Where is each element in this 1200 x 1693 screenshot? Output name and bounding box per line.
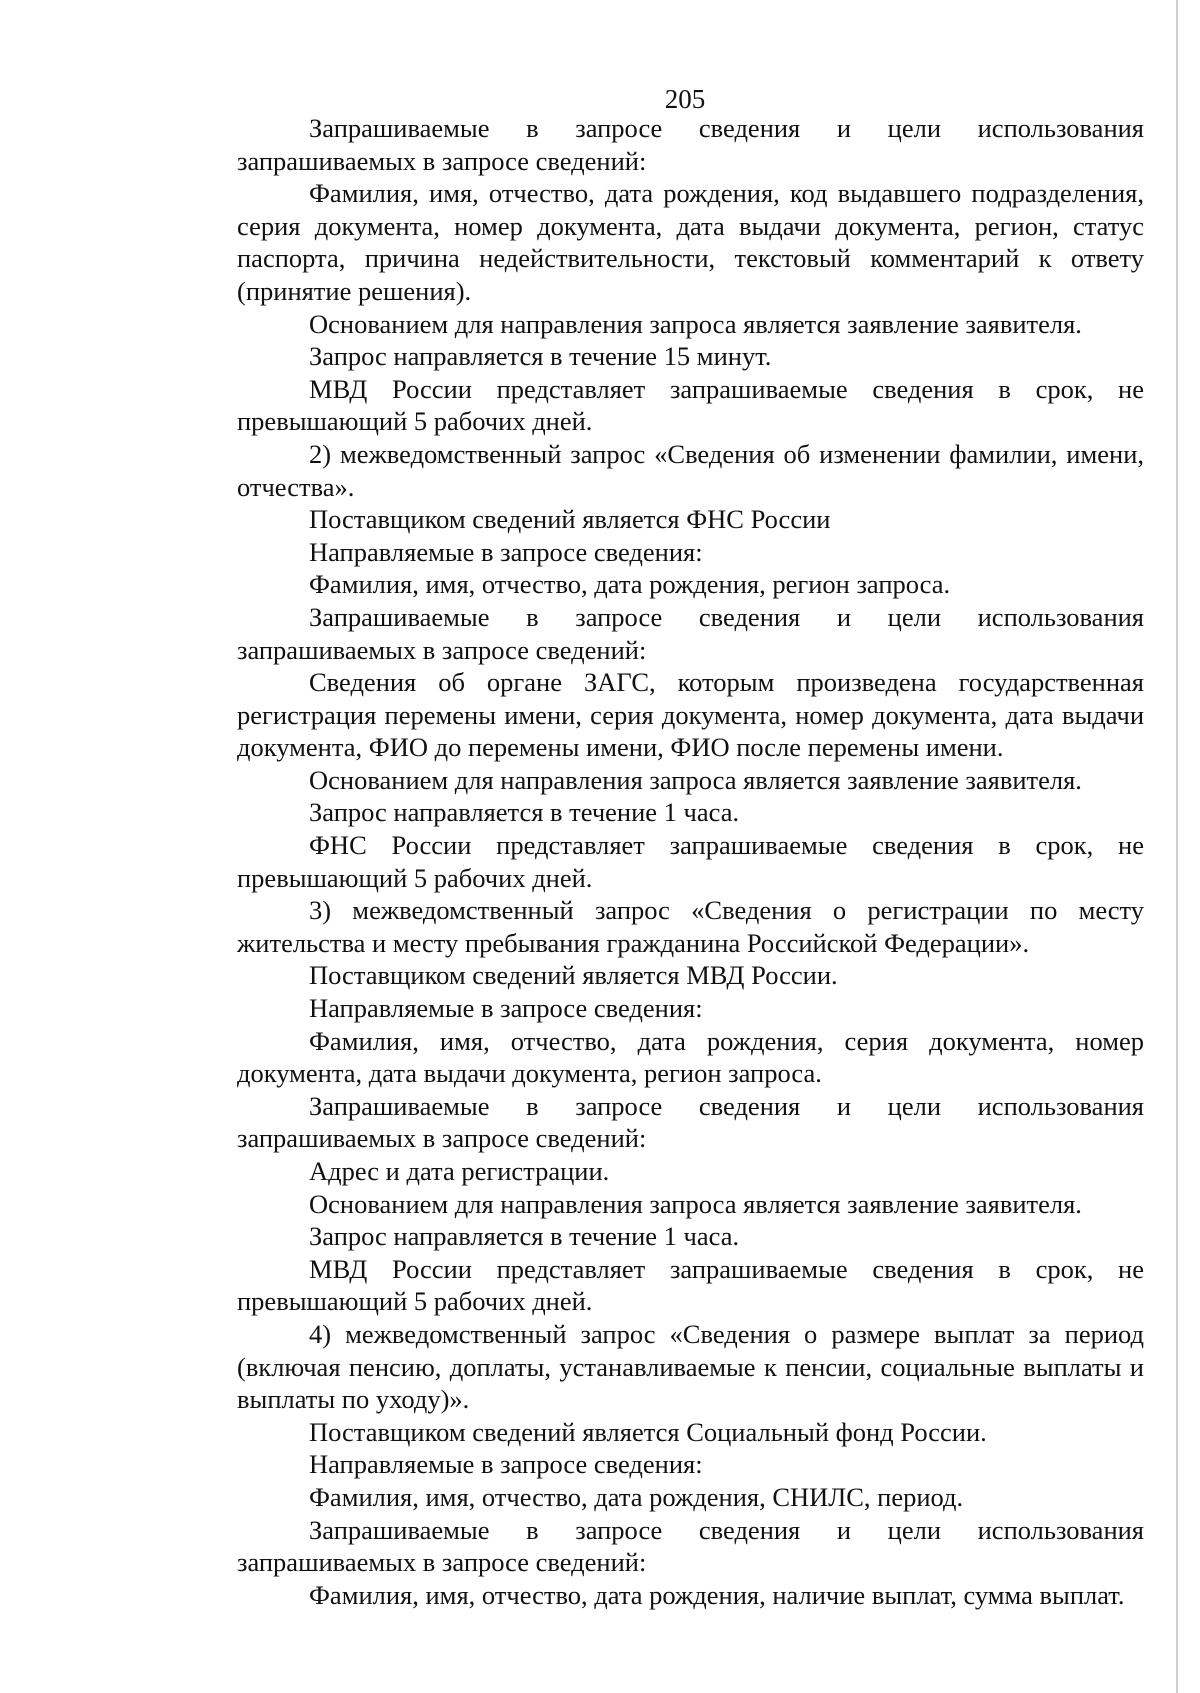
paragraph: Фамилия, имя, отчество, дата рождения, серия документа, номер документа, дата выдачи документа, регион запроса.: [237, 1025, 1144, 1089]
paragraph: 4) межведомственный запрос «Сведения о размере выплат за период (включая пенсию, доплаты, устанавливаемые к пенсии, социальные выплаты и выплаты по уходу)».: [237, 1318, 1144, 1415]
paragraph: Поставщиком сведений является МВД России.: [309, 960, 838, 991]
paragraph: Поставщиком сведений является Социальный фонд России.: [309, 1416, 987, 1447]
paragraph: Сведения об органе ЗАГС, которым произведена государственная регистрация перемены имени, серия документа, номер документа, дата выдачи документа, ФИО до перемены имени, ФИО после перемены имени.: [237, 667, 1144, 763]
paragraph: Фамилия, имя, отчество, дата рождения, наличие выплат, сумма выплат.: [309, 1579, 1125, 1610]
paragraph: Основанием для направления запроса является заявление заявителя.: [309, 308, 1082, 339]
page-number: 205: [664, 84, 706, 114]
paragraph: 2) межведомственный запрос «Сведения об изменении фамилии, имени, отчества».: [237, 438, 1144, 502]
paragraph: МВД России представляет запрашиваемые сведения в срок, не превышающий 5 рабочих дней.: [237, 1253, 1144, 1317]
paragraph: 3) межведомственный запрос «Сведения о регистрации по месту жительства и месту пребывания гражданина Российской Федерации».: [237, 895, 1144, 958]
paragraph: Фамилия, имя, отчество, дата рождения, регион запроса.: [309, 569, 951, 600]
paragraph: Основанием для направления запроса является заявление заявителя.: [309, 1188, 1082, 1219]
paragraph: Направляемые в запросе сведения:: [309, 536, 703, 567]
paragraph: Основанием для направления запроса является заявление заявителя.: [309, 764, 1082, 795]
paragraph: Поставщиком сведений является ФНС России: [309, 504, 831, 535]
paragraph: Запрашиваемые в запросе сведения и цели использования запрашиваемых в запросе сведений:: [237, 1514, 1144, 1578]
paragraph: Направляемые в запросе сведения:: [309, 1449, 703, 1480]
document-body: [237, 112, 1144, 1611]
paragraph: Фамилия, имя, отчество, дата рождения, код выдавшего подразделения, серия документа, номер документа, дата выдачи документа, регион, статус паспорта, причина недействительности, текстовый комментарий к ответу (принятие решения).: [237, 178, 1144, 306]
paragraph: Запрашиваемые в запросе сведения и цели использования запрашиваемых в запросе сведений:: [237, 113, 1144, 176]
paragraph: Адрес и дата регистрации.: [309, 1156, 610, 1186]
paragraph: Фамилия, имя, отчество, дата рождения, СНИЛС, период.: [309, 1481, 964, 1512]
paragraph: ФНС России представляет запрашиваемые сведения в срок, не превышающий 5 рабочих дней.: [237, 830, 1144, 893]
paragraph: Запрашиваемые в запросе сведения и цели использования запрашиваемых в запросе сведений:: [237, 601, 1144, 665]
paragraph: Запрашиваемые в запросе сведения и цели использования запрашиваемых в запросе сведений:: [237, 1090, 1144, 1154]
paragraph: Запрос направляется в течение 1 часа.: [309, 797, 740, 828]
paragraph: МВД России представляет запрашиваемые сведения в срок, не превышающий 5 рабочих дней.: [237, 373, 1144, 437]
paragraph: Запрос направляется в течение 15 минут.: [309, 341, 772, 372]
paragraph: Направляемые в запросе сведения:: [309, 993, 703, 1024]
page-edge-line: [1176, 0, 1178, 1693]
paragraph: Запрос направляется в течение 1 часа.: [309, 1221, 740, 1252]
